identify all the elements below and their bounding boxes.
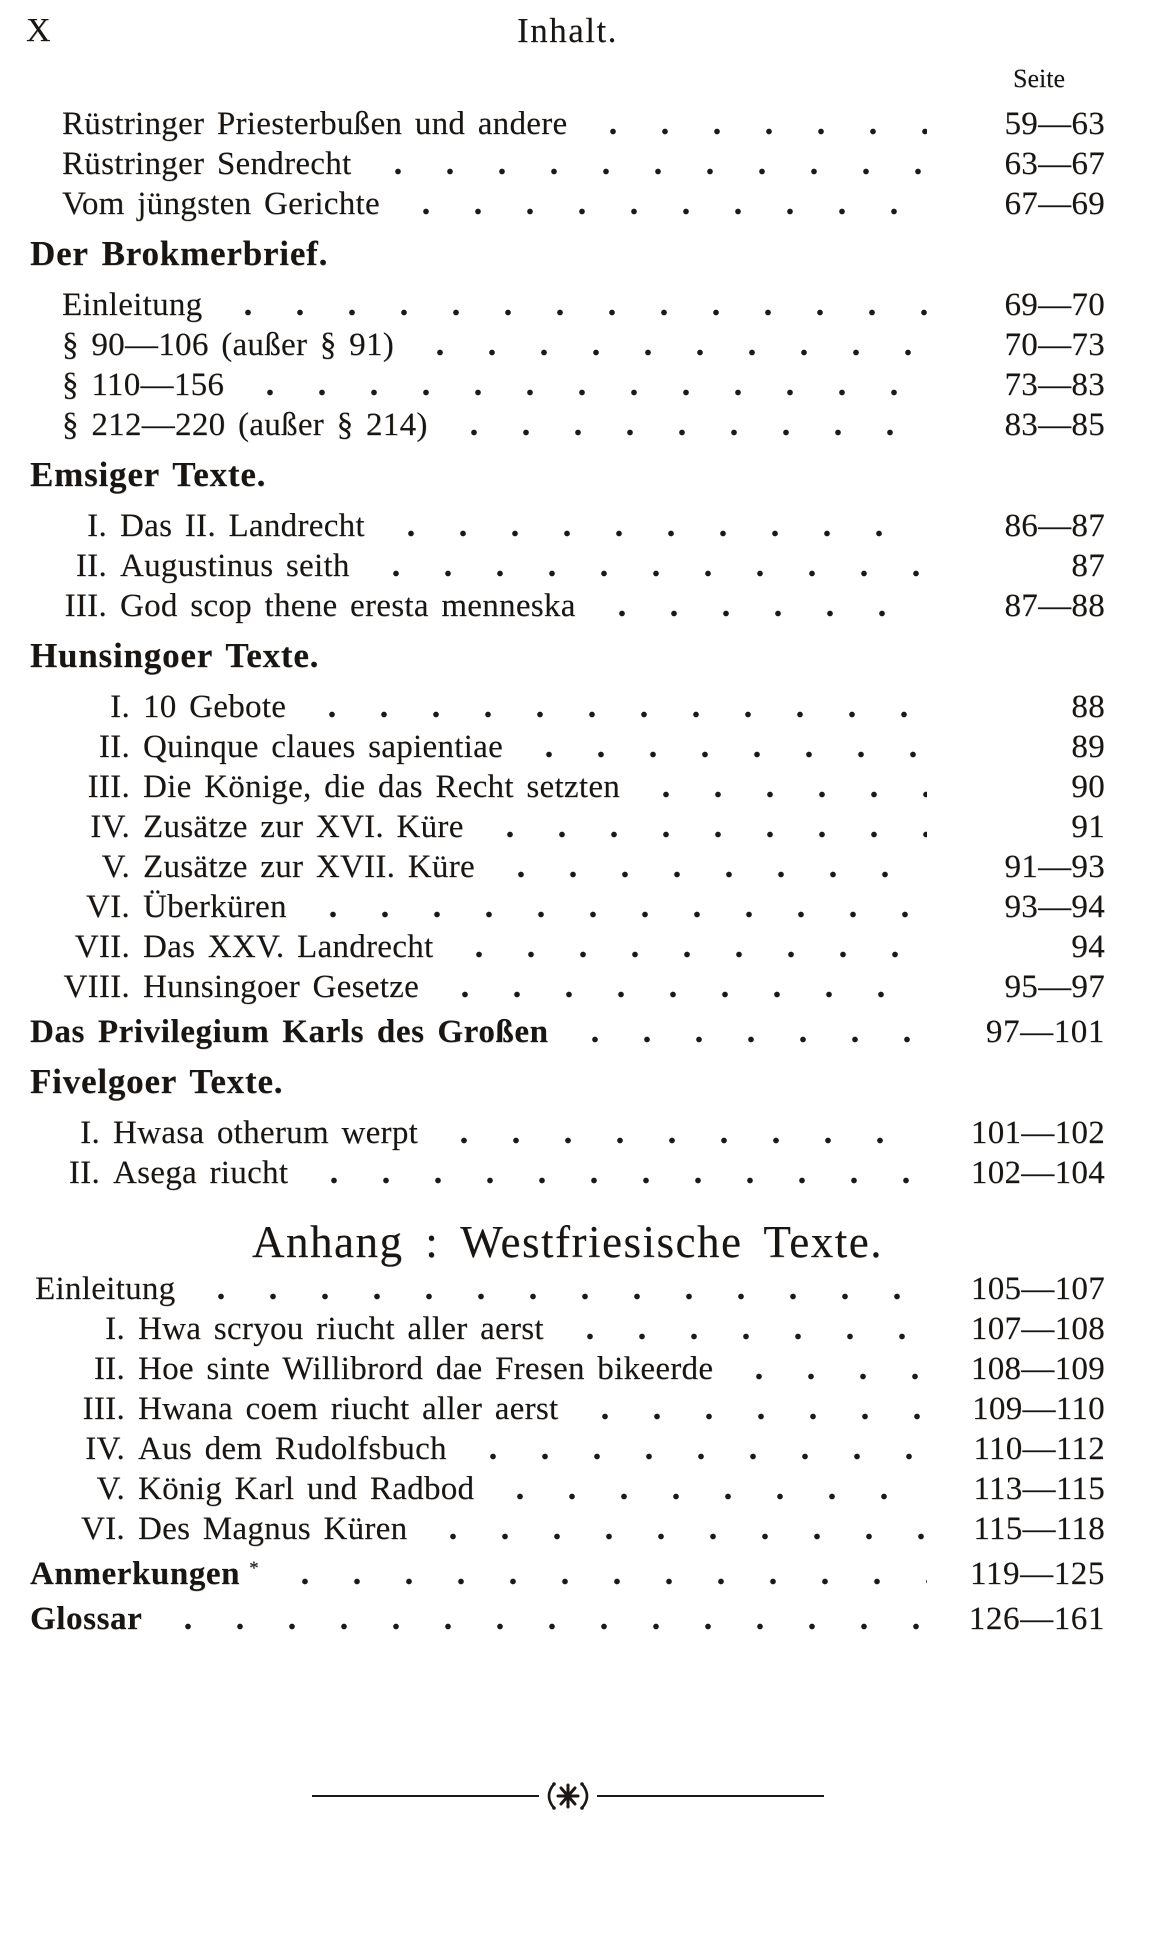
divider-line-left <box>312 1795 539 1797</box>
toc-entry <box>30 405 1105 445</box>
toc-section-heading <box>30 454 1105 496</box>
dot-leader <box>193 1293 927 1300</box>
table-of-contents <box>30 104 1105 1639</box>
dot-leader <box>242 389 927 396</box>
toc-entry <box>30 1309 1105 1349</box>
toc-entry <box>30 184 1105 224</box>
toc-entry-label: Des Magnus Küren <box>138 1511 408 1547</box>
toc-entry <box>30 1269 1105 1309</box>
toc-section-heading <box>30 233 1105 275</box>
toc-entry-numeral: III. <box>82 1391 125 1427</box>
toc-entry-pages: 108—109 <box>970 1351 1105 1387</box>
toc-entry-label: Rüstringer Priesterbußen und andere <box>62 106 568 142</box>
dot-leader <box>451 951 927 958</box>
toc-entry-label: Vom jüngsten Gerichte <box>62 186 380 222</box>
toc-entry <box>30 1349 1105 1389</box>
toc-entry <box>30 967 1105 1007</box>
toc-entry-numeral: IV. <box>85 1431 125 1467</box>
toc-entry <box>30 1599 1105 1639</box>
toc-entry-label: § 90—106 (außer § 91) <box>62 327 395 363</box>
toc-entry <box>30 1012 1105 1052</box>
dot-leader <box>412 349 927 356</box>
toc-entry-pages: 107—108 <box>970 1311 1105 1347</box>
toc-entry <box>30 1509 1105 1549</box>
dot-leader <box>482 831 927 838</box>
dot-leader <box>383 530 927 537</box>
toc-entry-label: König Karl und Radbod <box>138 1471 475 1507</box>
toc-section-heading <box>30 1061 1105 1103</box>
toc-entry-numeral: III. <box>87 769 130 805</box>
toc-entry-pages: 88 <box>1071 689 1105 725</box>
toc-entry-numeral: I. <box>87 508 107 544</box>
toc-entry-label: Augustinus seith <box>120 548 350 584</box>
dot-leader <box>577 1413 927 1420</box>
divider-rule <box>312 1779 824 1813</box>
toc-entry-pages: 94 <box>1071 929 1105 965</box>
toc-entry <box>30 887 1105 927</box>
toc-entry-label: Hwa scryou riucht aller aerst <box>138 1311 544 1347</box>
dot-leader <box>638 791 927 798</box>
toc-section-label: Hunsingoer Texte. <box>30 636 320 675</box>
toc-entry <box>30 325 1105 365</box>
toc-section-label: Fivelgoer Texte. <box>30 1062 284 1101</box>
toc-entry-pages: 67—69 <box>1004 186 1105 222</box>
toc-section-label: Der Brokmerbrief. <box>30 234 329 273</box>
toc-entry-label: Aus dem Rudolfsbuch <box>138 1431 447 1467</box>
toc-entry-numeral: III. <box>64 588 107 624</box>
toc-entry <box>30 546 1105 586</box>
toc-entry-pages: 119—125 <box>970 1556 1105 1592</box>
toc-entry-label: Anmerkungen <box>30 1556 241 1592</box>
toc-entry-label: 10 Gebote <box>143 689 287 725</box>
toc-entry-numeral: V. <box>101 849 130 885</box>
toc-entry-label: Das XXV. Landrecht <box>143 929 434 965</box>
toc-entry <box>30 285 1105 325</box>
toc-entry-numeral: II. <box>68 1155 100 1191</box>
dot-leader <box>731 1373 927 1380</box>
toc-section-heading <box>30 635 1105 677</box>
toc-entry-numeral: II. <box>93 1351 125 1387</box>
toc-entry-pages: 102—104 <box>970 1155 1105 1191</box>
toc-entry <box>30 927 1105 967</box>
toc-entry-numeral: I. <box>105 1311 125 1347</box>
toc-entry <box>30 586 1105 626</box>
page-header <box>26 0 1105 62</box>
toc-entry <box>30 1389 1105 1429</box>
toc-entry-label: Zusätze zur XVI. Küre <box>143 809 464 845</box>
toc-entry-pages: 87 <box>1071 548 1105 584</box>
toc-entry-label: Das Privilegium Karls des Großen <box>30 1014 549 1050</box>
toc-entry-label: Einleitung <box>35 1271 176 1307</box>
toc-entry-label: Glossar <box>30 1601 143 1637</box>
fleuron-ornament-icon <box>541 1779 595 1813</box>
dot-leader <box>398 208 927 215</box>
toc-entry-pages: 113—115 <box>973 1471 1105 1507</box>
toc-entry-label: Hoe sinte Willibrord dae Fresen bikeerde <box>138 1351 714 1387</box>
toc-entry-pages: 59—63 <box>1004 106 1105 142</box>
toc-entry-numeral: II. <box>75 548 107 584</box>
toc-entry-numeral: I. <box>110 689 130 725</box>
toc-entry-label: Hunsingoer Gesetze <box>143 969 420 1005</box>
toc-entry <box>30 365 1105 405</box>
toc-entry-pages: 89 <box>1071 729 1105 765</box>
toc-entry-label: God scop thene eresta menneska <box>120 588 576 624</box>
toc-entry-label: Quinque claues sapientiae <box>143 729 504 765</box>
toc-entry-label: Rüstringer Sendrecht <box>62 146 352 182</box>
toc-entry-pages: 110—112 <box>973 1431 1105 1467</box>
toc-entry-pages: 87—88 <box>1004 588 1105 624</box>
toc-entry <box>30 767 1105 807</box>
dot-leader <box>370 168 927 175</box>
toc-entry <box>30 847 1105 887</box>
dot-leader <box>567 1036 927 1043</box>
page-column-header: Seite <box>1013 64 1065 93</box>
dot-leader <box>220 309 927 316</box>
toc-entry-label: Zusätze zur XVII. Küre <box>143 849 475 885</box>
roman-page-number: X <box>26 12 51 49</box>
toc-entry-pages: 97—101 <box>985 1014 1105 1050</box>
toc-entry-pages: 115—118 <box>973 1511 1105 1547</box>
toc-section-label: Emsiger Texte. <box>30 455 267 494</box>
dot-leader <box>368 570 927 577</box>
dot-leader <box>425 1533 927 1540</box>
toc-entry-pages: 63—67 <box>1004 146 1105 182</box>
toc-entry <box>30 687 1105 727</box>
toc-entry-numeral: IV. <box>90 809 130 845</box>
toc-entry-pages: 93—94 <box>1004 889 1105 925</box>
toc-entry-label: § 212—220 (außer § 214) <box>62 407 428 443</box>
toc-entry-pages: 95—97 <box>1004 969 1105 1005</box>
toc-entry <box>30 1469 1105 1509</box>
toc-entry-pages: 91—93 <box>1004 849 1105 885</box>
toc-entry <box>30 144 1105 184</box>
toc-entry <box>30 104 1105 144</box>
toc-entry-label: Hwasa otherum werpt <box>113 1115 419 1151</box>
dot-leader <box>562 1333 927 1340</box>
toc-entry-pages: 105—107 <box>970 1271 1105 1307</box>
dot-leader <box>446 429 927 436</box>
toc-entry-pages: 90 <box>1071 769 1105 805</box>
toc-entry-label: Die Könige, die das Recht setzten <box>143 769 621 805</box>
toc-entry-numeral: II. <box>98 729 130 765</box>
toc-entry-label: Überküren <box>143 889 287 925</box>
toc-entry-pages: 109—110 <box>972 1391 1105 1427</box>
toc-entry-pages: 91 <box>1071 809 1105 845</box>
dot-leader <box>594 610 927 617</box>
dot-leader <box>304 711 927 718</box>
toc-entry <box>30 506 1105 546</box>
dot-leader <box>493 871 927 878</box>
appendix-title: Anhang : Westfriesische Texte. <box>252 1217 883 1267</box>
toc-entry <box>30 1429 1105 1469</box>
toc-entry <box>30 1113 1105 1153</box>
dot-leader <box>306 1177 927 1184</box>
toc-entry <box>30 807 1105 847</box>
toc-entry-pages: 86—87 <box>1004 508 1105 544</box>
toc-entry <box>30 1153 1105 1193</box>
dot-leader <box>585 128 927 135</box>
toc-entry-numeral: VI. <box>81 1511 125 1547</box>
toc-entry-pages: 101—102 <box>970 1115 1105 1151</box>
toc-entry-label: § 110—156 <box>62 367 225 403</box>
toc-entry-label: Asega riucht <box>113 1155 289 1191</box>
toc-entry-numeral: VI. <box>86 889 130 925</box>
dot-leader <box>436 1137 927 1144</box>
toc-entry-pages: 126—161 <box>968 1601 1105 1637</box>
dot-leader <box>305 911 927 918</box>
toc-entry <box>30 1554 1105 1594</box>
toc-entry-label: Das II. Landrecht <box>120 508 365 544</box>
toc-entry-label: Hwana coem riucht aller aerst <box>138 1391 559 1427</box>
toc-entry-label: Einleitung <box>62 287 203 323</box>
toc-entry-numeral: VIII. <box>63 969 130 1005</box>
toc-entry-pages: 83—85 <box>1004 407 1105 443</box>
toc-entry-numeral: VII. <box>74 929 130 965</box>
dot-leader <box>521 751 927 758</box>
dot-leader <box>492 1493 927 1500</box>
footnote-mark: * <box>249 1558 259 1579</box>
page-title: Inhalt. <box>517 11 618 50</box>
toc-entry <box>30 727 1105 767</box>
toc-entry-pages: 70—73 <box>1004 327 1105 363</box>
toc-entry-pages: 69—70 <box>1004 287 1105 323</box>
toc-entry-numeral: V. <box>96 1471 125 1507</box>
dot-leader <box>160 1623 927 1630</box>
dot-leader <box>465 1453 927 1460</box>
toc-entry-pages: 73—83 <box>1004 367 1105 403</box>
dot-leader <box>437 991 927 998</box>
divider-line-right <box>597 1795 824 1797</box>
dot-leader <box>277 1578 927 1585</box>
toc-entry-numeral: I. <box>80 1115 100 1151</box>
